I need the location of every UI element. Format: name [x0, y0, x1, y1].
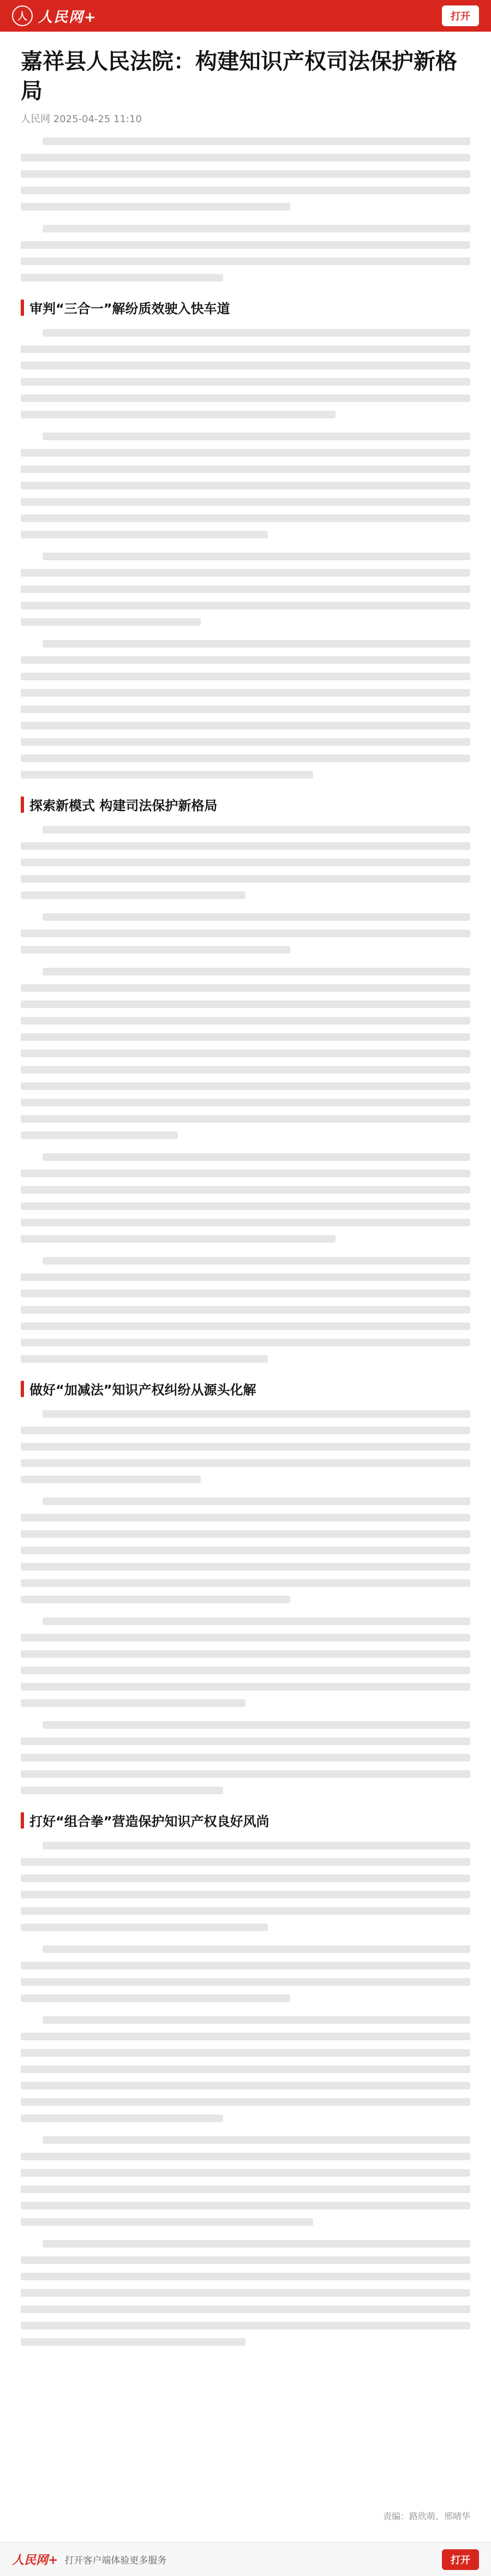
- section-marker-icon: [21, 299, 24, 316]
- section-title: 探索新模式 构建司法保护新格局: [29, 798, 218, 813]
- paragraph: [21, 826, 470, 899]
- paragraph: [21, 1945, 470, 2002]
- section-heading: [21, 298, 470, 317]
- people-logo-icon: 人: [12, 5, 33, 26]
- article-title: 嘉祥县人民法院：构建知识产权司法保护新格局: [21, 49, 457, 104]
- paragraph: [21, 553, 470, 626]
- section-marker-icon: [21, 1812, 24, 1829]
- article-byline: 人民网 2025-04-25 11:10: [21, 113, 142, 125]
- paragraph: [21, 1497, 470, 1603]
- footer-brand: 人民网+: [12, 2553, 58, 2567]
- paragraph: [21, 329, 470, 418]
- paragraph: [21, 1153, 470, 1243]
- paragraph: [21, 1410, 470, 1483]
- section-title: 打好“组合拳”营造保护知识产权良好风尚: [29, 1814, 270, 1829]
- paragraph: [21, 913, 470, 954]
- paragraph: [21, 1842, 470, 1931]
- section-heading: [21, 1811, 470, 1830]
- paragraph: [21, 225, 470, 281]
- bottom-app-banner: [0, 2542, 491, 2576]
- section-heading: [21, 795, 470, 814]
- brand-logo: [12, 5, 97, 26]
- section-heading: [21, 1379, 470, 1398]
- paragraph: [21, 1618, 470, 1707]
- paragraph: [21, 2240, 470, 2346]
- paragraph: [21, 2136, 470, 2226]
- open-app-button[interactable]: 打开: [442, 5, 479, 26]
- paragraph: [21, 137, 470, 211]
- section-marker-icon: [21, 1381, 24, 1397]
- paragraph: [21, 433, 470, 538]
- footer-open-app-button[interactable]: 打开: [442, 2549, 479, 2570]
- article-body: [0, 32, 491, 2541]
- footer-promo-text: 打开客户端体验更多服务: [64, 2555, 167, 2566]
- section-title: 做好“加减法”知识产权纠纷从源头化解: [29, 1382, 256, 1398]
- section-marker-icon: [21, 796, 24, 813]
- brand-name: 人民网+: [38, 9, 97, 26]
- editor-credit: 责编：路欣萌、邢晴华: [382, 2511, 470, 2521]
- paragraph: [21, 1721, 470, 1794]
- top-app-bar: [0, 0, 491, 32]
- paragraph: [21, 2016, 470, 2122]
- section-title: 审判“三合一”解纷质效驶入快车道: [29, 301, 230, 316]
- paragraph: [21, 968, 470, 1139]
- paragraph: [21, 640, 470, 778]
- paragraph: [21, 1257, 470, 1363]
